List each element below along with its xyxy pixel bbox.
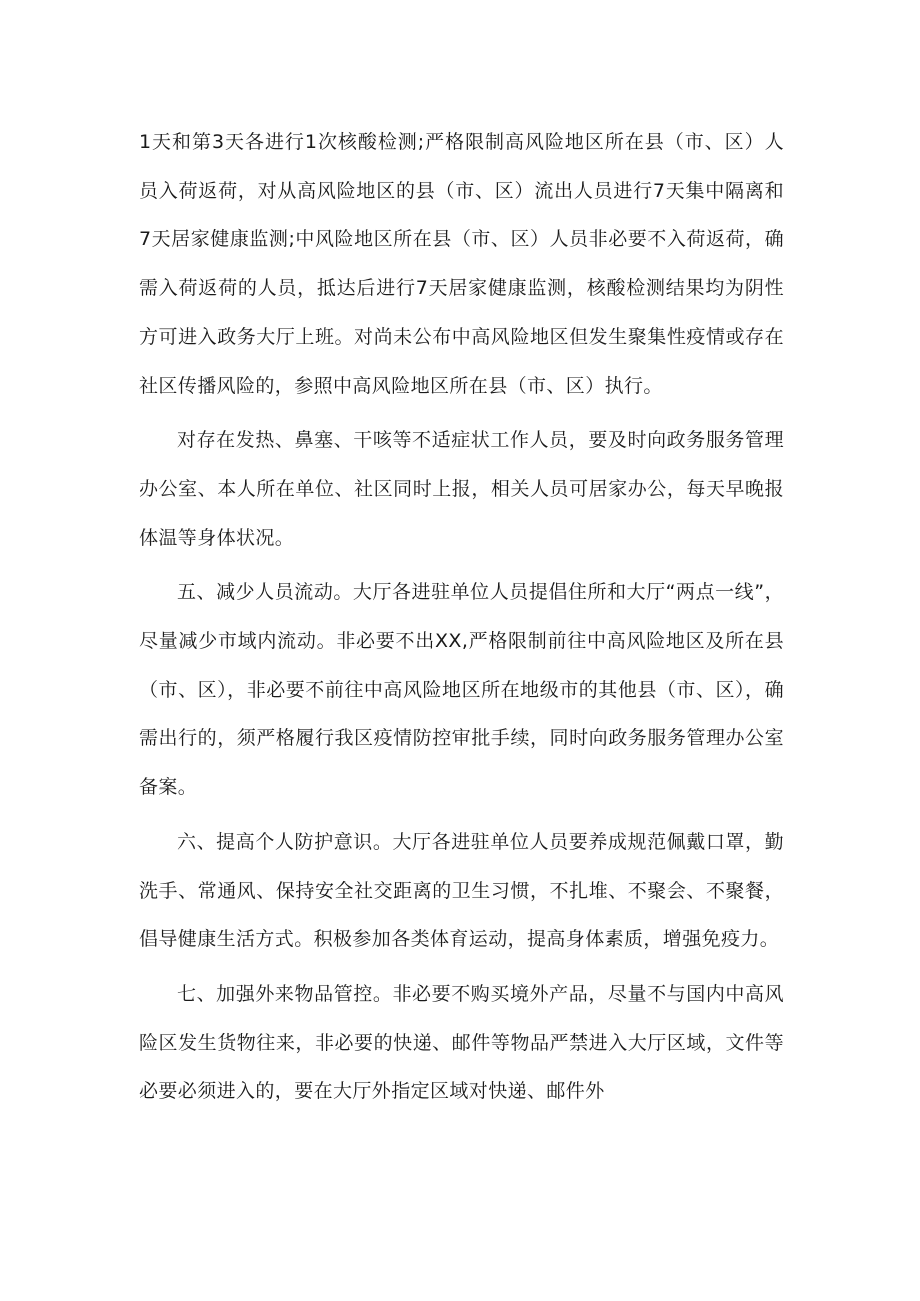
paragraph-continuation: 1天和第3天各进行1次核酸检测;严格限制高风险地区所在县（市、区）人员入荷返荷，对从高风险地区的县（市、区）流出人员进行7天集中隔离和7天居家健康监测;中风险地区所在县（市、区）人员非必要不入荷返荷，确需入荷返荷的人员，抵达后进行7天居家健康监测，核酸检测结果均为阴性方可进入政务大厅上班。对尚未公布中高风险地区但发生聚集性疫情或存在社区传播风险的，参照中高风险地区所在县（市、区）执行。 bbox=[139, 131, 784, 397]
paragraph-symptom-reporting: 对存在发热、鼻塞、干咳等不适症状工作人员，要及时向政务服务管理办公室、本人所在单位、社区同时上报，相关人员可居家办公，每天早晚报体温等身体状况。 bbox=[139, 429, 784, 549]
document-body bbox=[139, 118, 784, 1116]
paragraph-section-seven: 七、加强外来物品管控。非必要不购买境外产品，尽量不与国内中高风险区发生货物往来，非必要的快递、邮件等物品严禁进入大厅区域，文件等必要必须进入的，要在大厅外指定区域对快递、邮件外 bbox=[139, 982, 784, 1103]
paragraph-section-five: 五、减少人员流动。大厅各进驻单位人员提倡住所和大厅“两点一线”，尽量减少市域内流动。非必要不出XX,严格限制前往中高风险地区及所在县（市、区），非必要不前往中高风险地区所在地级市的其他县（市、区），确需出行的，须严格履行我区疫情防控审批手续，同时向政务服务管理办公室备案。 bbox=[139, 581, 784, 799]
paragraph-section-six: 六、提高个人防护意识。大厅各进驻单位人员要养成规范佩戴口罩，勤洗手、常通风、保持安全社交距离的卫生习惯，不扎堆、不聚会、不聚餐，倡导健康生活方式。积极参加各类体育运动，提高身体素质，增强免疫力。 bbox=[139, 830, 784, 951]
